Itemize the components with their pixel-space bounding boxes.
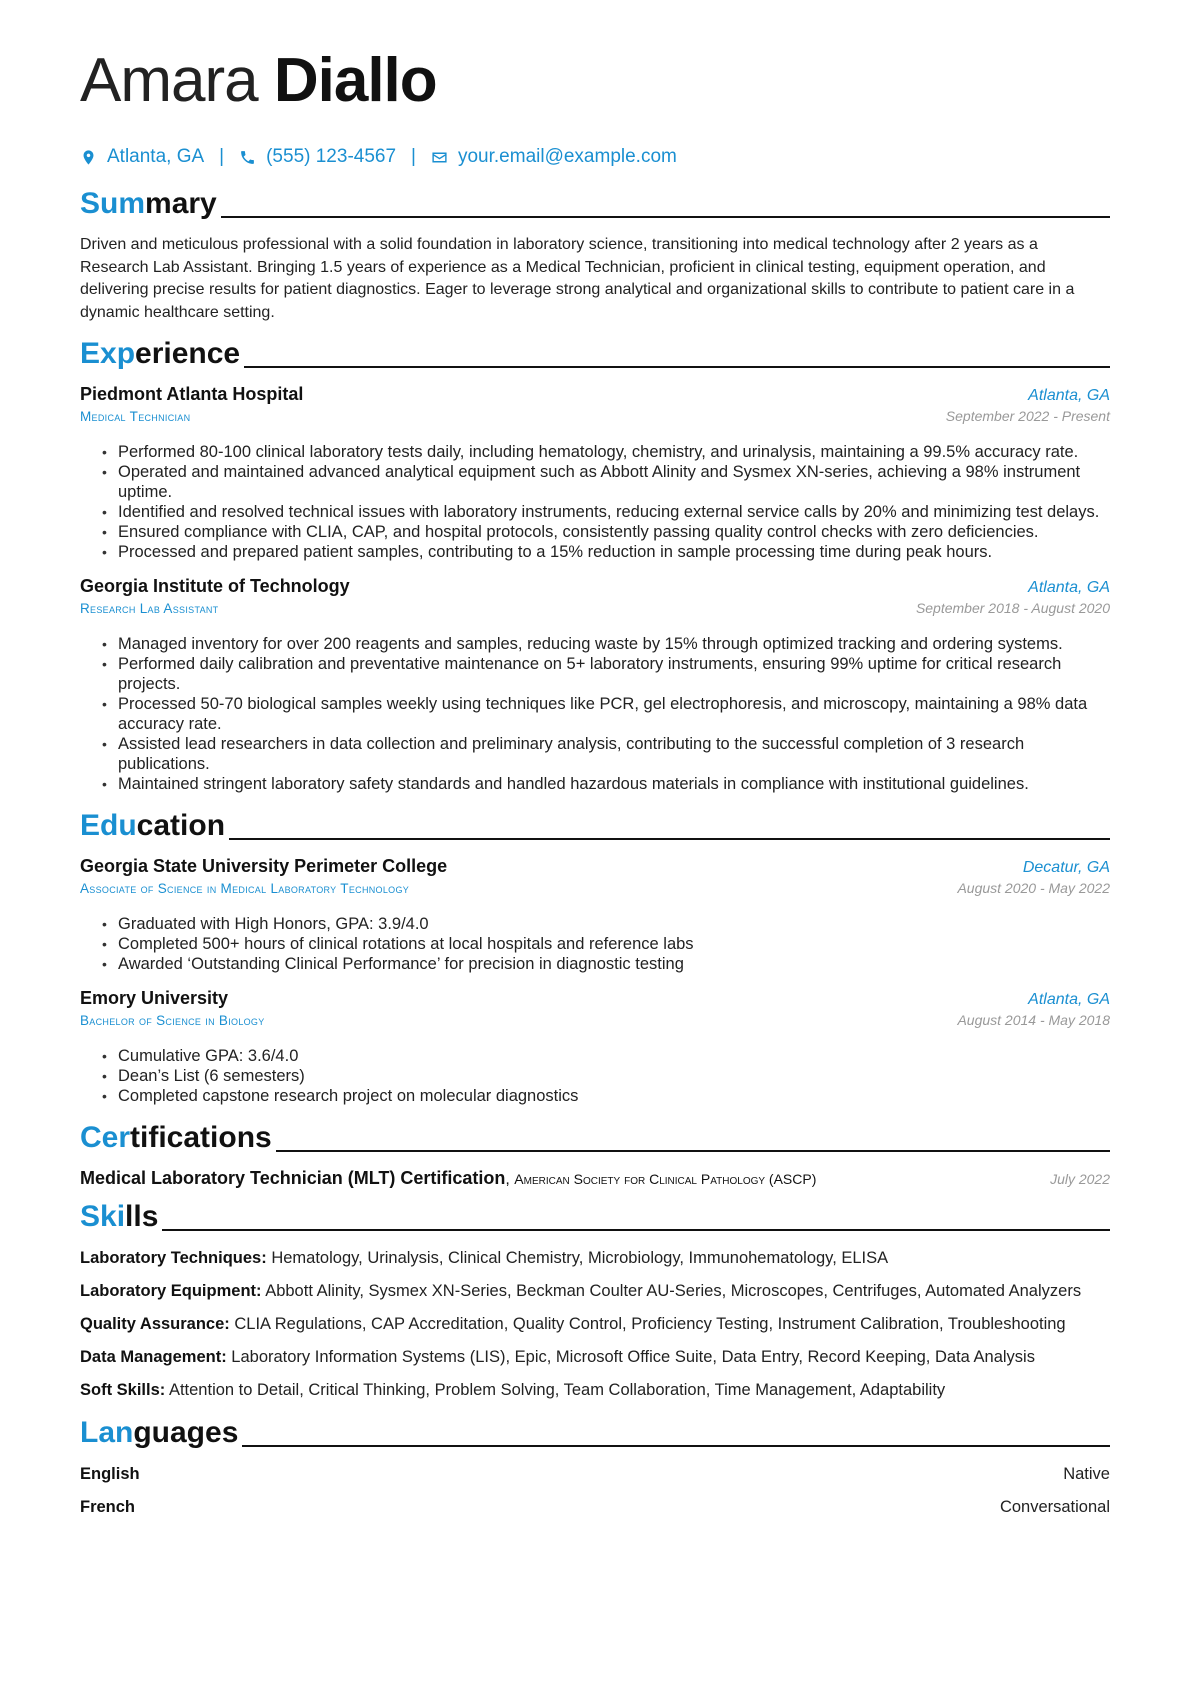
- location-text: Atlanta, GA: [107, 146, 205, 167]
- list-item: • Completed 500+ hours of clinical rotations at local hospitals and reference labs: [118, 934, 1110, 954]
- certifications-heading: Certifications: [80, 1120, 1110, 1156]
- section-divider: [244, 366, 1110, 368]
- language-row: [80, 1463, 1110, 1485]
- entry-location: Decatur, GA: [1022, 859, 1110, 876]
- entry-date: September 2018 - August 2020: [915, 600, 1110, 616]
- section-divider: [276, 1150, 1110, 1152]
- first-name: Amara: [80, 46, 258, 115]
- education-heading: Education: [80, 808, 1110, 844]
- list-item: • Graduated with High Honors, GPA: 3.9/4.0: [118, 914, 1110, 934]
- list-item: • Identified and resolved technical issues with laboratory instruments, reducing external service calls by 20% and minimizing test delays.: [118, 502, 1110, 522]
- section-divider: [242, 1445, 1110, 1447]
- email-text: your.email@example.com: [457, 146, 677, 167]
- degree-title: Associate of Science in Medical Laboratory Technology: [80, 881, 410, 896]
- experience-entry: [80, 576, 1110, 794]
- list-item: • Cumulative GPA: 3.6/4.0: [118, 1046, 1110, 1066]
- list-item: • Performed 80-100 clinical laboratory tests daily, including hematology, chemistry, and urinalysis, maintaining a 99.5% accuracy rate.: [118, 442, 1110, 462]
- entry-date: August 2020 - May 2022: [957, 880, 1110, 896]
- certification-issuer: American Society for Clinical Pathology (ASCP): [514, 1171, 817, 1187]
- candidate-name: [80, 40, 1110, 122]
- summary-heading: Summary: [80, 186, 1110, 222]
- skills-heading: Skills: [80, 1199, 1110, 1235]
- list-item: • Awarded ‘Outstanding Clinical Performance’ for precision in diagnostic testing: [118, 954, 1110, 974]
- list-item: • Maintained stringent laboratory safety standards and handled hazardous materials in compliance with institutional guidelines.: [118, 774, 1110, 794]
- skill-row: Data Management: Laboratory Information Systems (LIS), Epic, Microsoft Office Suite, Data Entry, Record Keeping, Data Analysis: [80, 1348, 1035, 1366]
- section-divider: [221, 216, 1110, 218]
- employer-name: Piedmont Atlanta Hospital: [80, 384, 304, 404]
- list-item: • Processed and prepared patient samples, contributing to a 15% reduction in sample processing time during peak hours.: [118, 542, 1110, 562]
- contact-email[interactable]: [431, 146, 677, 168]
- skill-row: Laboratory Equipment: Abbott Alinity, Sysmex XN-Series, Beckman Coulter AU-Series, Microscopes, Centrifuges, Automated Analyzers: [80, 1282, 1082, 1300]
- education-entry: [80, 856, 1110, 974]
- certification-date: July 2022: [1050, 1171, 1110, 1187]
- certification-item: Medical Laboratory Technician (MLT) Certification, American Society for Clinical Pathology (ASCP) July 2022: [80, 1168, 1110, 1188]
- contact-separator: |: [411, 146, 416, 167]
- list-item: • Performed daily calibration and preventative maintenance on 5+ laboratory instruments, ensuring 99% uptime for critical research projects.: [118, 654, 1110, 694]
- last-name: Diallo: [273, 46, 437, 115]
- entry-location: Atlanta, GA: [1028, 991, 1110, 1008]
- employer-name: Georgia Institute of Technology: [80, 576, 350, 596]
- certification-name: Medical Laboratory Technician (MLT) Certification: [80, 1168, 506, 1188]
- entry-location: Atlanta, GA: [1028, 387, 1110, 404]
- language-row: [80, 1496, 1110, 1518]
- summary-text: Driven and meticulous professional with a solid foundation in laboratory science, transitioning into medical technology after 2 years as a Research Lab Assistant. Bringing 1.5 years of experience as a Medical Technician, proficient in clinical testing, equipment operation, and delivering precise results for patient diagnostics. Eager to leverage strong analytical and organizational skills to contribute to patient care in a dynamic healthcare setting.: [80, 236, 1075, 321]
- contact-phone[interactable]: [239, 146, 396, 168]
- entry-date: September 2022 - Present: [945, 408, 1110, 424]
- section-divider: [162, 1229, 1110, 1231]
- contact-separator: |: [219, 146, 225, 167]
- degree-title: Bachelor of Science in Biology: [80, 1013, 265, 1028]
- contact-location: [80, 146, 204, 168]
- list-item: • Managed inventory for over 200 reagents and samples, reducing waste by 15% through optimized tracking and ordering systems.: [118, 634, 1110, 654]
- job-title: Research Lab Assistant: [80, 601, 219, 616]
- entry-date: August 2014 - May 2018: [957, 1012, 1110, 1028]
- language-level: Conversational: [999, 1498, 1110, 1516]
- skill-row: Quality Assurance: CLIA Regulations, CAP Accreditation, Quality Control, Proficiency Testing, Instrument Calibration, Troubleshooting: [80, 1315, 1066, 1333]
- bullet-list: [80, 914, 1110, 974]
- entry-location: Atlanta, GA: [1028, 579, 1110, 596]
- school-name: Georgia State University Perimeter College: [80, 856, 448, 876]
- language-name: French: [80, 1498, 136, 1516]
- envelope-icon: [431, 149, 448, 166]
- skill-row: Soft Skills: Attention to Detail, Critical Thinking, Problem Solving, Team Collaboration, Time Management, Adaptability: [80, 1381, 946, 1399]
- bullet-list: [80, 634, 1110, 794]
- list-item: • Dean’s List (6 semesters): [118, 1066, 1110, 1086]
- bullet-list: [80, 1046, 1110, 1106]
- job-title: Medical Technician: [80, 409, 191, 424]
- phone-icon: [239, 149, 256, 166]
- bullet-list: [80, 442, 1110, 562]
- experience-entry: [80, 384, 1110, 562]
- language-name: English: [80, 1465, 140, 1483]
- list-item: • Assisted lead researchers in data collection and preliminary analysis, contributing to the successful completion of 3 research publications.: [118, 734, 1110, 774]
- skill-row: Laboratory Techniques: Hematology, Urinalysis, Clinical Chemistry, Microbiology, Immunohematology, ELISA: [80, 1249, 889, 1267]
- list-item: • Completed capstone research project on molecular diagnostics: [118, 1086, 1110, 1106]
- list-item: • Ensured compliance with CLIA, CAP, and hospital protocols, consistently passing quality control checks with zero deficiencies.: [118, 522, 1110, 542]
- languages-heading: Languages: [80, 1415, 1110, 1451]
- phone-text: (555) 123-4567: [266, 146, 397, 167]
- education-entry: [80, 988, 1110, 1106]
- map-pin-icon: [80, 149, 97, 166]
- language-level: Native: [1063, 1465, 1110, 1483]
- school-name: Emory University: [80, 988, 229, 1008]
- list-item: • Processed 50-70 biological samples weekly using techniques like PCR, gel electrophoresis, and microscopy, maintaining a 98% data accuracy rate.: [118, 694, 1110, 734]
- experience-heading: Experience: [80, 336, 1110, 372]
- contact-line: [80, 146, 1110, 168]
- list-item: • Operated and maintained advanced analytical equipment such as Abbott Alinity and Sysmex XN-series, achieving a 98% instrument uptime.: [118, 462, 1110, 502]
- section-divider: [229, 838, 1110, 840]
